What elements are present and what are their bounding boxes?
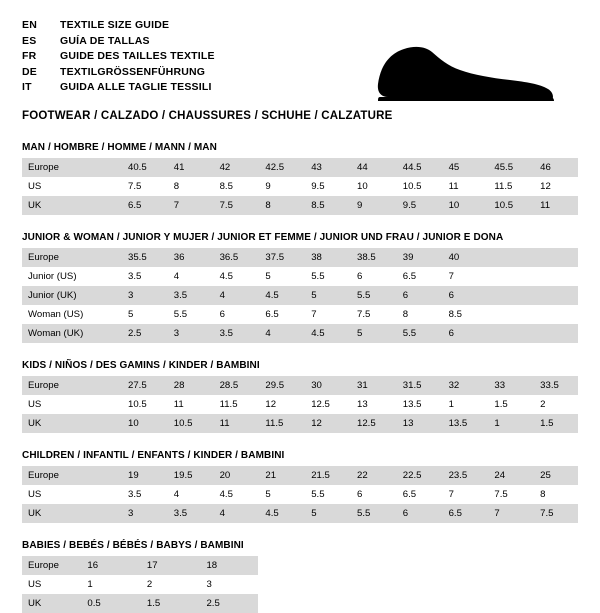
size-cell: 24 xyxy=(486,466,532,485)
row-label: Europe xyxy=(22,376,120,395)
size-cell: 5 xyxy=(303,286,349,305)
section-junior-woman xyxy=(22,232,578,343)
table-row xyxy=(22,248,578,267)
table-row xyxy=(22,485,578,504)
size-cell: 9.5 xyxy=(311,181,325,192)
section-title: MAN / HOMBRE / HOMME / MANN / MAN xyxy=(22,142,217,153)
table-row xyxy=(22,466,578,485)
size-cell: 4 xyxy=(173,489,180,500)
size-cell: 19 xyxy=(120,466,166,485)
row-label: Europe xyxy=(22,248,120,267)
row-label: UK xyxy=(22,594,79,613)
size-cell: 2.5 xyxy=(198,594,258,613)
size-cell: 4 xyxy=(173,271,180,282)
section-man xyxy=(22,142,578,215)
size-cell: 6 xyxy=(219,309,225,320)
size-cell: 42.5 xyxy=(257,158,303,177)
size-cell: 33 xyxy=(486,376,532,395)
size-cell: 13.5 xyxy=(402,399,422,410)
size-cell: 10 xyxy=(356,181,368,192)
language-title: TEXTILE SIZE GUIDE xyxy=(60,19,170,31)
size-cell: 29.5 xyxy=(257,376,303,395)
language-title: GUIDA ALLE TAGLIE TESSILI xyxy=(60,81,212,94)
size-cell: 25 xyxy=(532,466,578,485)
size-cell: 21.5 xyxy=(303,466,349,485)
row-label: Junior (US) xyxy=(28,271,77,282)
size-cell: 9 xyxy=(349,196,395,215)
row-label: US xyxy=(28,181,42,192)
size-cell: 3 xyxy=(120,286,166,305)
size-cell: 43 xyxy=(303,158,349,177)
row-label: UK xyxy=(22,414,120,433)
size-cell: 22.5 xyxy=(395,466,441,485)
size-table-kids xyxy=(22,376,578,433)
size-cell: 11 xyxy=(173,399,184,410)
size-cell: 4.5 xyxy=(257,286,303,305)
language-row xyxy=(22,65,215,81)
size-table-junior-woman xyxy=(22,248,578,343)
size-cell: 6.5 xyxy=(402,271,417,282)
size-cell: 3.5 xyxy=(166,504,212,523)
size-cell-empty xyxy=(486,324,532,343)
section-title: KIDS / NIÑOS / DES GAMINS / KINDER / BAMBINI xyxy=(22,360,260,371)
size-cell: 44 xyxy=(349,158,395,177)
size-cell: 1.5 xyxy=(139,594,199,613)
size-cell-empty xyxy=(532,267,578,286)
size-cell: 10 xyxy=(120,414,166,433)
size-cell: 13.5 xyxy=(441,414,487,433)
size-table-children xyxy=(22,466,578,523)
size-cell: 10.5 xyxy=(486,196,532,215)
size-cell: 28 xyxy=(166,376,212,395)
size-cell: 8 xyxy=(402,309,409,320)
table-row xyxy=(22,158,578,177)
size-cell: 6 xyxy=(441,324,487,343)
table-row xyxy=(22,376,578,395)
table-row xyxy=(22,286,578,305)
size-cell: 45 xyxy=(441,158,487,177)
language-code: ES xyxy=(22,34,37,47)
size-cell: 10 xyxy=(441,196,487,215)
section-title: JUNIOR & WOMAN / JUNIOR Y MUJER / JUNIOR ET FEMME / JUNIOR UND FRAU / JUNIOR E DONA xyxy=(22,232,504,243)
size-cell: 35.5 xyxy=(120,248,166,267)
language-title: GUÍA DE TALLAS xyxy=(60,34,150,47)
size-cell: 5.5 xyxy=(349,504,395,523)
table-row xyxy=(22,196,578,215)
row-label: Junior (UK) xyxy=(22,286,120,305)
size-cell: 44.5 xyxy=(395,158,441,177)
size-cell: 6 xyxy=(441,286,487,305)
size-cell: 8 xyxy=(257,196,303,215)
header xyxy=(22,18,578,122)
size-table-body xyxy=(22,248,578,343)
size-cell: 3.5 xyxy=(166,286,212,305)
section-title: CHILDREN / INFANTIL / ENFANTS / KINDER / BAMBINI xyxy=(22,450,285,461)
size-cell: 18 xyxy=(198,556,258,575)
row-label: UK xyxy=(22,504,120,523)
size-cell: 45.5 xyxy=(486,158,532,177)
size-table-body xyxy=(22,158,578,215)
size-cell-empty xyxy=(486,305,532,324)
category-title: FOOTWEAR / CALZADO / CHAUSSURES / SCHUHE / CALZATURE xyxy=(22,109,393,122)
size-cell: 40 xyxy=(441,248,487,267)
language-code: FR xyxy=(22,50,37,63)
size-cell: 33.5 xyxy=(532,376,578,395)
size-cell: 1 xyxy=(448,399,454,410)
size-cell: 12.5 xyxy=(311,399,330,410)
size-cell: 6 xyxy=(395,504,441,523)
size-cell: 7.5 xyxy=(212,196,258,215)
size-cell: 8.5 xyxy=(303,196,349,215)
size-cell: 4.5 xyxy=(257,504,303,523)
size-cell: 11.5 xyxy=(219,399,238,410)
size-cell: 11.5 xyxy=(257,414,303,433)
language-row xyxy=(22,34,215,50)
language-code: EN xyxy=(22,19,37,31)
size-cell: 28.5 xyxy=(212,376,258,395)
size-cell-empty xyxy=(532,286,578,305)
size-cell: 7.5 xyxy=(532,504,578,523)
size-cell: 4.5 xyxy=(219,489,233,500)
size-cell-empty xyxy=(486,286,532,305)
size-cell: 4.5 xyxy=(303,324,349,343)
size-cell: 6 xyxy=(356,489,363,500)
size-cell: 6.5 xyxy=(402,489,417,500)
size-table-man xyxy=(22,158,578,215)
size-cell: 2 xyxy=(540,399,546,410)
size-cell: 7 xyxy=(448,271,454,282)
section-babies xyxy=(22,540,578,613)
row-label: UK xyxy=(22,196,120,215)
table-row xyxy=(22,414,578,433)
size-cell: 10.5 xyxy=(128,399,147,410)
size-cell: 6.5 xyxy=(441,504,487,523)
size-table-babies xyxy=(22,556,258,613)
size-cell: 7.5 xyxy=(128,181,142,192)
size-cell-empty xyxy=(486,267,532,286)
size-cell-empty xyxy=(532,305,578,324)
size-cell: 42 xyxy=(212,158,258,177)
size-cell: 1 xyxy=(87,579,93,590)
size-cell: 8.5 xyxy=(219,181,233,192)
size-cell: 8 xyxy=(173,181,180,192)
row-label: Woman (UK) xyxy=(22,324,120,343)
dress-shoe-icon xyxy=(370,40,560,106)
size-cell: 11.5 xyxy=(494,181,513,192)
size-cell: 22 xyxy=(349,466,395,485)
size-cell: 31 xyxy=(349,376,395,395)
size-cell: 46 xyxy=(532,158,578,177)
size-cell: 4.5 xyxy=(219,271,233,282)
size-cell: 3 xyxy=(120,504,166,523)
size-cell: 21 xyxy=(257,466,303,485)
size-cell: 3.5 xyxy=(128,271,142,282)
size-cell-empty xyxy=(532,248,578,267)
size-cell: 5 xyxy=(265,489,271,500)
row-label: Woman (US) xyxy=(28,309,84,320)
size-cell: 38 xyxy=(303,248,349,267)
table-row xyxy=(22,504,578,523)
size-cell: 4 xyxy=(212,286,258,305)
size-cell: 32 xyxy=(441,376,487,395)
size-cell: 36.5 xyxy=(212,248,258,267)
size-cell: 3 xyxy=(206,579,212,590)
row-label: US xyxy=(28,579,42,590)
language-title-list xyxy=(22,18,215,96)
language-row xyxy=(22,80,215,96)
size-table-body xyxy=(22,466,578,523)
language-title-body xyxy=(22,18,215,96)
size-cell: 17 xyxy=(139,556,199,575)
size-cell: 6.5 xyxy=(265,309,279,320)
size-cell: 12 xyxy=(540,181,551,192)
size-cell: 5 xyxy=(265,271,271,282)
size-cell: 39 xyxy=(395,248,441,267)
size-cell: 38.5 xyxy=(349,248,395,267)
size-cell: 6 xyxy=(356,271,363,282)
table-row xyxy=(22,395,578,414)
size-cell: 9 xyxy=(265,181,271,192)
size-cell: 12 xyxy=(265,399,277,410)
size-cell: 7 xyxy=(311,309,317,320)
language-row xyxy=(22,49,215,65)
size-cell: 1 xyxy=(486,414,532,433)
language-code: DE xyxy=(22,65,37,78)
section-children xyxy=(22,450,578,523)
size-cell: 5.5 xyxy=(311,489,325,500)
size-cell: 7 xyxy=(486,504,532,523)
size-cell: 13 xyxy=(395,414,441,433)
row-label: US xyxy=(28,399,42,410)
size-cell: 9.5 xyxy=(395,196,441,215)
size-cell: 2.5 xyxy=(120,324,166,343)
size-cell: 5 xyxy=(128,309,134,320)
section-title: BABIES / BEBÉS / BÉBÉS / BABYS / BAMBINI xyxy=(22,540,244,551)
table-row xyxy=(22,594,258,613)
size-cell: 40.5 xyxy=(120,158,166,177)
size-cell: 12.5 xyxy=(349,414,395,433)
language-title: GUIDE DES TAILLES TEXTILE xyxy=(60,50,215,63)
size-table-body xyxy=(22,556,258,613)
size-cell: 7 xyxy=(166,196,212,215)
language-title: TEXTILGRÖSSENFÜHRUNG xyxy=(60,65,206,78)
size-cell: 27.5 xyxy=(120,376,166,395)
size-cell: 20 xyxy=(212,466,258,485)
table-row xyxy=(22,305,578,324)
size-cell: 13 xyxy=(356,399,368,410)
size-cell: 37.5 xyxy=(257,248,303,267)
size-cell: 11 xyxy=(212,414,258,433)
row-label: Europe xyxy=(22,158,120,177)
size-cell: 6.5 xyxy=(120,196,166,215)
size-cell: 3.5 xyxy=(128,489,142,500)
language-row xyxy=(22,18,215,34)
size-cell: 41 xyxy=(166,158,212,177)
row-label: Europe xyxy=(22,466,120,485)
size-cell: 1.5 xyxy=(532,414,578,433)
size-cell: 5.5 xyxy=(311,271,325,282)
size-cell: 30 xyxy=(303,376,349,395)
size-table-body xyxy=(22,376,578,433)
size-cell-empty xyxy=(486,248,532,267)
size-cell: 3 xyxy=(166,324,212,343)
table-row xyxy=(22,556,258,575)
size-cell: 4 xyxy=(257,324,303,343)
size-cell: 1.5 xyxy=(494,399,508,410)
size-cell: 8 xyxy=(540,489,546,500)
size-cell: 6 xyxy=(395,286,441,305)
size-cell: 11 xyxy=(532,196,578,215)
size-cell: 31.5 xyxy=(395,376,441,395)
size-cell: 8.5 xyxy=(448,309,462,320)
size-cell: 4 xyxy=(212,504,258,523)
size-cell: 12 xyxy=(303,414,349,433)
size-cell: 0.5 xyxy=(79,594,139,613)
table-row xyxy=(22,267,578,286)
size-cell: 7 xyxy=(448,489,454,500)
size-cell: 2 xyxy=(146,579,153,590)
size-cell: 11 xyxy=(448,181,459,192)
size-cell: 5.5 xyxy=(173,309,188,320)
size-cell: 3.5 xyxy=(212,324,258,343)
size-cell: 16 xyxy=(79,556,139,575)
table-row xyxy=(22,575,258,594)
row-label: Europe xyxy=(22,556,79,575)
size-cell: 10.5 xyxy=(166,414,212,433)
size-cell: 5 xyxy=(303,504,349,523)
table-row xyxy=(22,177,578,196)
size-cell: 19.5 xyxy=(166,466,212,485)
row-label: US xyxy=(28,489,42,500)
language-code: IT xyxy=(22,81,32,94)
size-cell: 23.5 xyxy=(441,466,487,485)
size-cell: 7.5 xyxy=(494,489,508,500)
size-cell-empty xyxy=(532,324,578,343)
size-cell: 10.5 xyxy=(402,181,422,192)
table-row xyxy=(22,324,578,343)
size-cell: 5.5 xyxy=(395,324,441,343)
size-cell: 5.5 xyxy=(349,286,395,305)
size-cell: 5 xyxy=(349,324,395,343)
size-cell: 36 xyxy=(166,248,212,267)
section-kids xyxy=(22,360,578,433)
size-cell: 7.5 xyxy=(356,309,371,320)
